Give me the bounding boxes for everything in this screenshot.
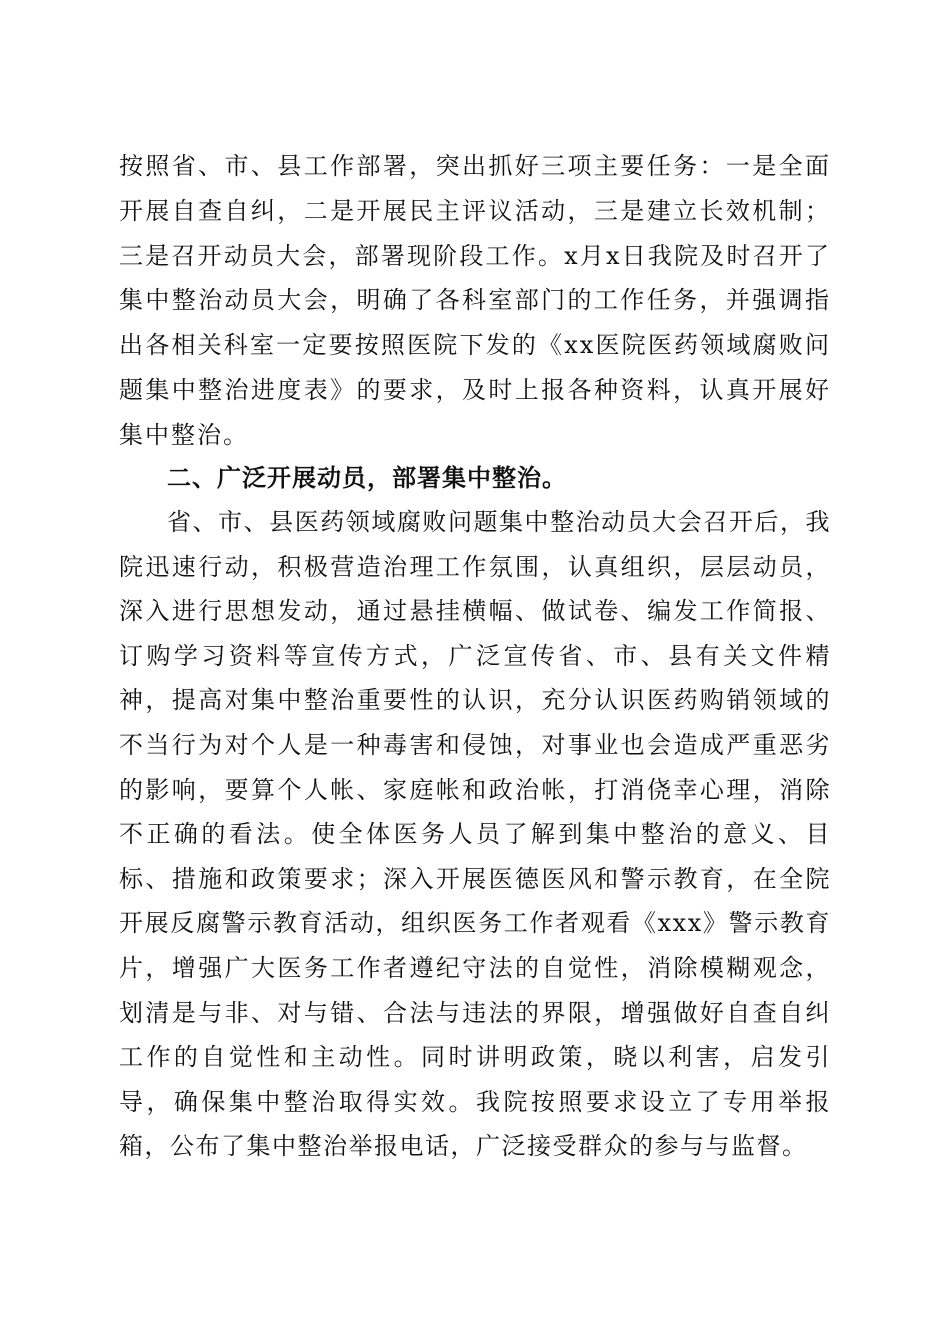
body-paragraph-2: 省、市、县医药领域腐败问题集中整治动员大会召开后，我院迅速行动，积极营造治理工作氛围，认真组织，层层动员，深入进行思想发动，通过悬挂横幅、做试卷、编发工作简报、订购学习资料等宣传方式，广泛宣传省、市、县有关文件精神，提高对集中整治重要性的认识，充分认识医药购销领域的不当行为对个人是一种毒害和侵蚀，对事业也会造成严重恶劣的影响，要算个人帐、家庭帐和政治帐，打消侥幸心理，消除不正确的看法。使全体医务人员了解到集中整治的意义、目标、措施和政策要求；深入开展医德医风和警示教育，在全院开展反腐警示教育活动，组织医务工作者观看《xxx》警示教育片，增强广大医务工作者遵纪守法的自觉性，消除模糊观念，划清是与非、对与错、合法与违法的界限，增强做好自查自纠工作的自觉性和主动性。同时讲明政策，晓以利害，启发引导，确保集中整治取得实效。我院按照要求设立了专用举报箱，公布了集中整治举报电话，广泛接受群众的参与与监督。 <box>119 508 831 1161</box>
section-heading-2: 二、广泛开展动员，部署集中整治。 <box>167 464 567 492</box>
body-paragraph-1: 按照省、市、县工作部署，突出抓好三项主要任务：一是全面开展自查自纠，二是开展民主评议活动，三是建立长效机制；三是召开动员大会，部署现阶段工作。x月x日我院及时召开了集中整治动员大会，明确了各科室部门的工作任务，并强调指出各相关科室一定要按照医院下发的《xx医院医药领域腐败问题集中整治进度表》的要求，及时上报各种资料，认真开展好集中整治。 <box>119 152 831 449</box>
